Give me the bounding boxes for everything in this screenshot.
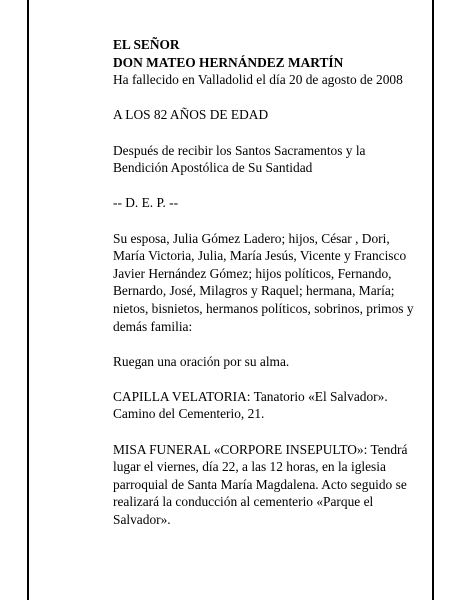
age-line: A LOS 82 AÑOS DE EDAD bbox=[113, 107, 269, 123]
sacraments-line-1: Después de recibir los Santos Sacramentos y la bbox=[113, 142, 366, 158]
rip-line: -- D. E. P. -- bbox=[113, 195, 179, 211]
obituary-notice bbox=[113, 36, 425, 529]
prayer-line: Ruegan una oración por su alma. bbox=[113, 353, 290, 369]
funeral-line: realizará la conducción al cementerio «Parque el bbox=[113, 494, 374, 510]
deceased-name: DON MATEO HERNÁNDEZ MARTÍN bbox=[113, 54, 344, 70]
chapel-line-2: Camino del Cementerio, 21. bbox=[113, 406, 265, 422]
death-info: Ha fallecido en Valladolid el día 20 de agosto de 2008 bbox=[113, 72, 403, 88]
family-line: María Victoria, Julia, María Jesús, Vicente y Francisco bbox=[113, 248, 407, 264]
funeral-line: lugar el viernes, día 22, a las 12 horas, en la iglesia bbox=[113, 459, 386, 475]
title-line-1: EL SEÑOR bbox=[113, 37, 180, 52]
chapel-line-1: CAPILLA VELATORIA: Tanatorio «El Salvador». bbox=[113, 388, 388, 404]
family-paragraph bbox=[113, 230, 425, 336]
family-line: Javier Hernández Gómez; hijos políticos, Fernando, bbox=[113, 265, 392, 281]
right-border-line bbox=[432, 0, 434, 600]
funeral-paragraph bbox=[113, 441, 425, 529]
family-line: Su esposa, Julia Gómez Ladero; hijos, César , Dori, bbox=[113, 230, 390, 246]
funeral-line: MISA FUNERAL «CORPORE INSEPULTO»: Tendrá bbox=[113, 441, 408, 457]
family-line: nietos, bisnietos, hermanos políticos, sobrinos, primos y bbox=[113, 300, 414, 316]
funeral-line: parroquial de Santa María Magdalena. Acto seguido se bbox=[113, 476, 407, 492]
family-line: Bernardo, José, Milagros y Raquel; hermana, María; bbox=[113, 283, 395, 299]
left-border-line bbox=[27, 0, 29, 600]
funeral-line: Salvador». bbox=[113, 512, 171, 528]
sacraments-line-2: Bendición Apostólica de Su Santidad bbox=[113, 160, 313, 176]
family-line: demás familia: bbox=[113, 318, 193, 334]
